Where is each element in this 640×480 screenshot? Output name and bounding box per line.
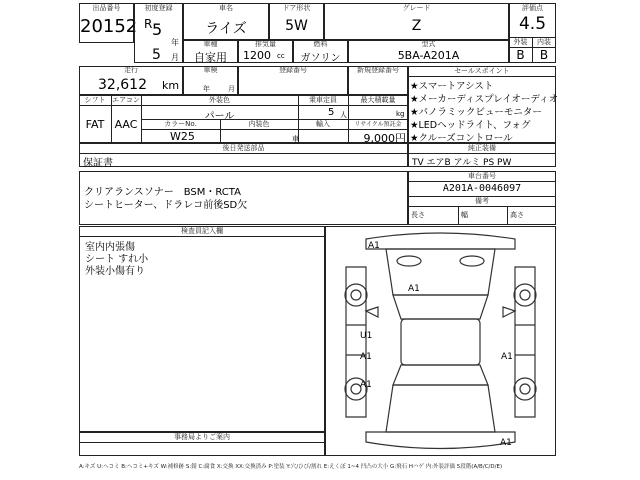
damage-mark: A1	[501, 352, 513, 362]
wheel-rear-right-inner	[520, 384, 530, 394]
rear-window-outline	[393, 365, 488, 385]
capacity-label: 乗車定員	[309, 96, 337, 104]
notes-line: シートヒーター、ドラレコ前後SD欠	[84, 200, 248, 211]
recycle: 9,000円	[363, 132, 406, 145]
reg-no-label: 登録番号	[279, 66, 307, 74]
ext-label: 外装	[513, 38, 528, 46]
car-name: ライズ	[205, 21, 247, 37]
damage-mark: U1	[360, 331, 373, 341]
hood-outline	[386, 249, 495, 295]
inspection-label: 車検	[203, 66, 218, 74]
lot-number: 20152	[80, 16, 138, 37]
aftermarket-label: 後日発送部品	[222, 144, 265, 152]
body-type: 自家用	[194, 51, 227, 64]
trunk-outline	[386, 385, 495, 432]
disp-label: 排気量	[255, 40, 276, 48]
car-name-label: 車名	[219, 4, 233, 12]
headlight-left	[397, 256, 421, 266]
inspector-label: 検査員記入欄	[181, 227, 223, 235]
first-reg-label: 初度登録	[144, 4, 173, 12]
color-no-label: カラーNo.	[164, 120, 197, 128]
disp-unit: cc	[277, 52, 285, 60]
chassis-number: A201A-0046097	[442, 183, 522, 194]
mirror-right	[503, 307, 515, 317]
score-label: 評価点	[522, 4, 543, 12]
year-unit: 年	[171, 38, 179, 47]
int-color-label: 内装色	[248, 120, 270, 128]
month-unit: 月	[171, 53, 179, 62]
wheel-front-right-inner	[520, 290, 530, 300]
roof-outline	[401, 319, 480, 365]
selling-item: ★パノラミックビューモニター	[410, 107, 542, 118]
windshield-outline	[393, 295, 488, 319]
insp-month-unit: 月	[228, 85, 235, 93]
damage-mark: A1	[500, 438, 512, 448]
int-score: B	[539, 48, 549, 62]
doors-label: ドア形状	[282, 4, 311, 12]
body-type-label: 車種	[203, 40, 218, 48]
notes-line: クリアランスソナー BSM・RCTA	[84, 187, 241, 198]
rear-bumper-outline	[366, 432, 515, 449]
remarks-label: 備考	[475, 197, 489, 205]
reg-month: 5	[152, 47, 161, 63]
score-value: 4.5	[518, 14, 547, 34]
air-con: AAC	[114, 118, 138, 131]
equipment-label: 純正装備	[468, 144, 496, 152]
mirror-left	[366, 307, 378, 317]
damage-mark: A1	[408, 284, 420, 294]
capacity-unit: 人	[340, 111, 347, 119]
import-unit: 車	[292, 135, 299, 143]
grade-label: グレード	[402, 4, 431, 12]
car-diagram	[326, 227, 555, 455]
mileage-unit: km	[162, 79, 180, 92]
chassis-label: 車台番号	[468, 172, 496, 180]
length-label: 長さ	[411, 211, 425, 219]
wheel-front-right	[514, 284, 536, 306]
office-label: 事務局よりご案内	[174, 433, 230, 441]
model-label: 型式	[421, 40, 436, 48]
inspector-note: 室内内張傷	[85, 242, 135, 253]
damage-legend: A:キズ U:ヘコミ B:ヘコミ+キズ W:補修跡 S:錆 C:腐食 X:交換 XX:交換済み P:塗装 Y:穴/ひび/割れ E:えくぼ 1~4 凹凸の大小 G:飛石 Hハゲ 内:外装評価 5段階(A/B/C/D/E)	[79, 464, 503, 470]
color-no: W25	[170, 130, 195, 143]
grade-value: Z	[411, 18, 422, 34]
mileage-label: 走行	[124, 66, 138, 74]
shift: FAT	[85, 118, 105, 131]
import-label: 輸入	[316, 120, 330, 128]
front-bumper-outline	[366, 233, 515, 249]
damage-mark: A1	[360, 352, 372, 362]
selling-item: ★スマートアシスト	[410, 81, 494, 92]
insp-year-unit: 年	[203, 85, 210, 93]
ext-score: B	[516, 48, 525, 62]
lot-label: 出品番号	[92, 4, 121, 12]
mileage: 32,612	[98, 77, 147, 93]
load-label: 最大積載量	[360, 96, 396, 104]
warranty: 保証書	[83, 158, 113, 169]
width-label: 幅	[461, 211, 468, 219]
reg-year: 5	[152, 20, 163, 39]
wheel-front-left	[345, 284, 367, 306]
era: R	[144, 17, 153, 31]
height-label: 高さ	[510, 211, 524, 219]
headlight-right	[460, 256, 484, 266]
ac-label: エアコン	[112, 96, 140, 104]
int-label: 内装	[537, 38, 551, 46]
equipment-list: TV エアB アルミ PS PW	[412, 158, 512, 168]
inspector-note: シート すれ小	[85, 254, 149, 265]
fuel-label: 燃料	[313, 40, 328, 48]
inspector-note: 外装小傷有り	[85, 266, 145, 277]
model-code: 5BA-A201A	[397, 49, 460, 62]
wheel-front-left-inner	[351, 290, 361, 300]
selling-item: ★LEDヘッドライト、フォグ	[410, 120, 531, 131]
original-reg-label: 新規登録番号	[357, 66, 399, 74]
damage-mark: A1	[368, 241, 380, 251]
selling-item: ★メーカーディスプレイオーディオ	[410, 94, 559, 105]
fuel: ガソリン	[300, 53, 341, 64]
displacement: 1200	[243, 49, 271, 62]
capacity: 5	[328, 107, 335, 118]
color-label: 外装色	[209, 96, 230, 104]
wheel-rear-right	[514, 378, 536, 400]
damage-mark: A1	[360, 380, 372, 390]
doors-value: 5W	[285, 18, 308, 34]
load-unit: kg	[396, 110, 405, 118]
shift-label: シフト	[84, 96, 106, 104]
selling-item: ★クルーズコントロール	[410, 133, 513, 144]
recycle-label: リサイクル預託金	[354, 121, 402, 128]
color: パール	[204, 111, 235, 122]
selling-label: セールスポイント	[454, 67, 510, 75]
